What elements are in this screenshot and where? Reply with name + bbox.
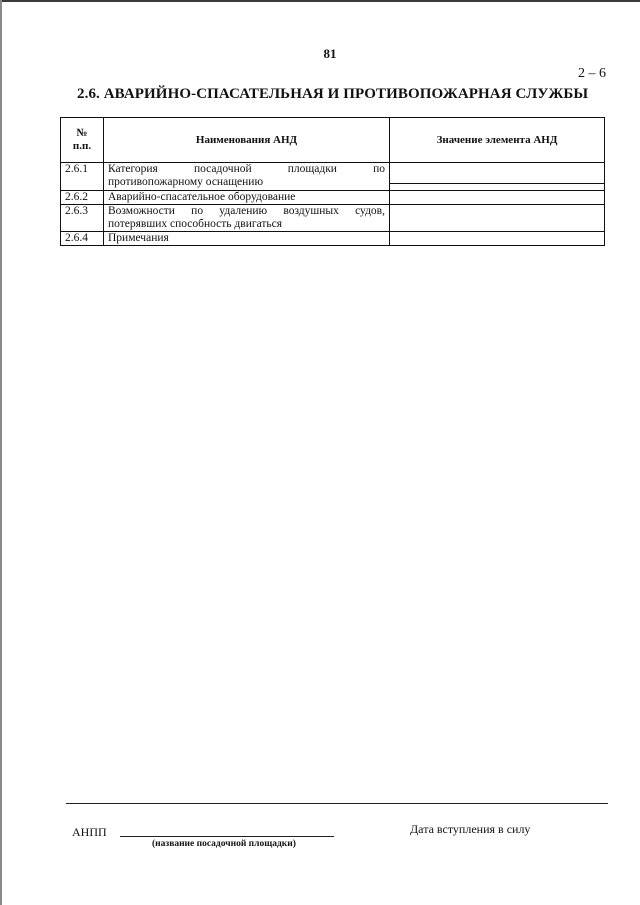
table-row xyxy=(61,232,605,246)
row-name xyxy=(104,205,390,232)
table-header-row xyxy=(61,118,605,163)
row-name-line: противопожарному оснащению xyxy=(108,176,264,188)
header-num-symbol: № xyxy=(76,127,88,139)
landing-site-name-field[interactable] xyxy=(120,836,334,837)
footer-label: АНПП xyxy=(72,825,107,839)
row-value-rest xyxy=(390,184,604,190)
section-title: 2.6. АВАРИЙНО-СПАСАТЕЛЬНАЯ И ПРОТИВОПОЖАРНАЯ СЛУЖБЫ xyxy=(77,86,589,102)
row-num: 2.6.2 xyxy=(61,191,104,205)
row-name-line: Возможности по удалению воздушных судов, xyxy=(108,205,385,217)
row-value[interactable] xyxy=(390,191,605,205)
row-name-line: Категория посадочной площадки по xyxy=(108,163,385,175)
table-row xyxy=(61,205,605,232)
header-num xyxy=(61,118,104,163)
and-table xyxy=(60,117,605,246)
row-num: 2.6.3 xyxy=(61,205,104,232)
row-value[interactable] xyxy=(390,205,605,232)
scan-left-edge xyxy=(0,0,2,905)
row-name: Примечания xyxy=(104,232,390,246)
table-row xyxy=(61,191,605,205)
scan-top-edge xyxy=(0,0,640,2)
row-num: 2.6.4 xyxy=(61,232,104,246)
row-name xyxy=(104,163,390,191)
footer-caption: (название посадочной площадки) xyxy=(152,839,296,849)
row-value[interactable] xyxy=(390,163,605,191)
row-name-line: потерявших способность двигаться xyxy=(108,218,283,230)
row-name: Аварийно-спасательное оборудование xyxy=(104,191,390,205)
header-num-abbr: п.п. xyxy=(72,140,92,152)
row-value[interactable] xyxy=(390,232,605,246)
effective-date-label: Дата вступления в силу xyxy=(410,822,531,836)
table-row xyxy=(61,163,605,191)
row-value-line xyxy=(390,163,604,184)
page-number: 81 xyxy=(323,46,337,61)
header-value: Значение элемента АНД xyxy=(390,118,605,163)
row-num: 2.6.1 xyxy=(61,163,104,191)
header-name: Наименования АНД xyxy=(104,118,390,163)
footer-divider xyxy=(66,803,608,804)
page-index: 2 – 6 xyxy=(578,66,606,81)
